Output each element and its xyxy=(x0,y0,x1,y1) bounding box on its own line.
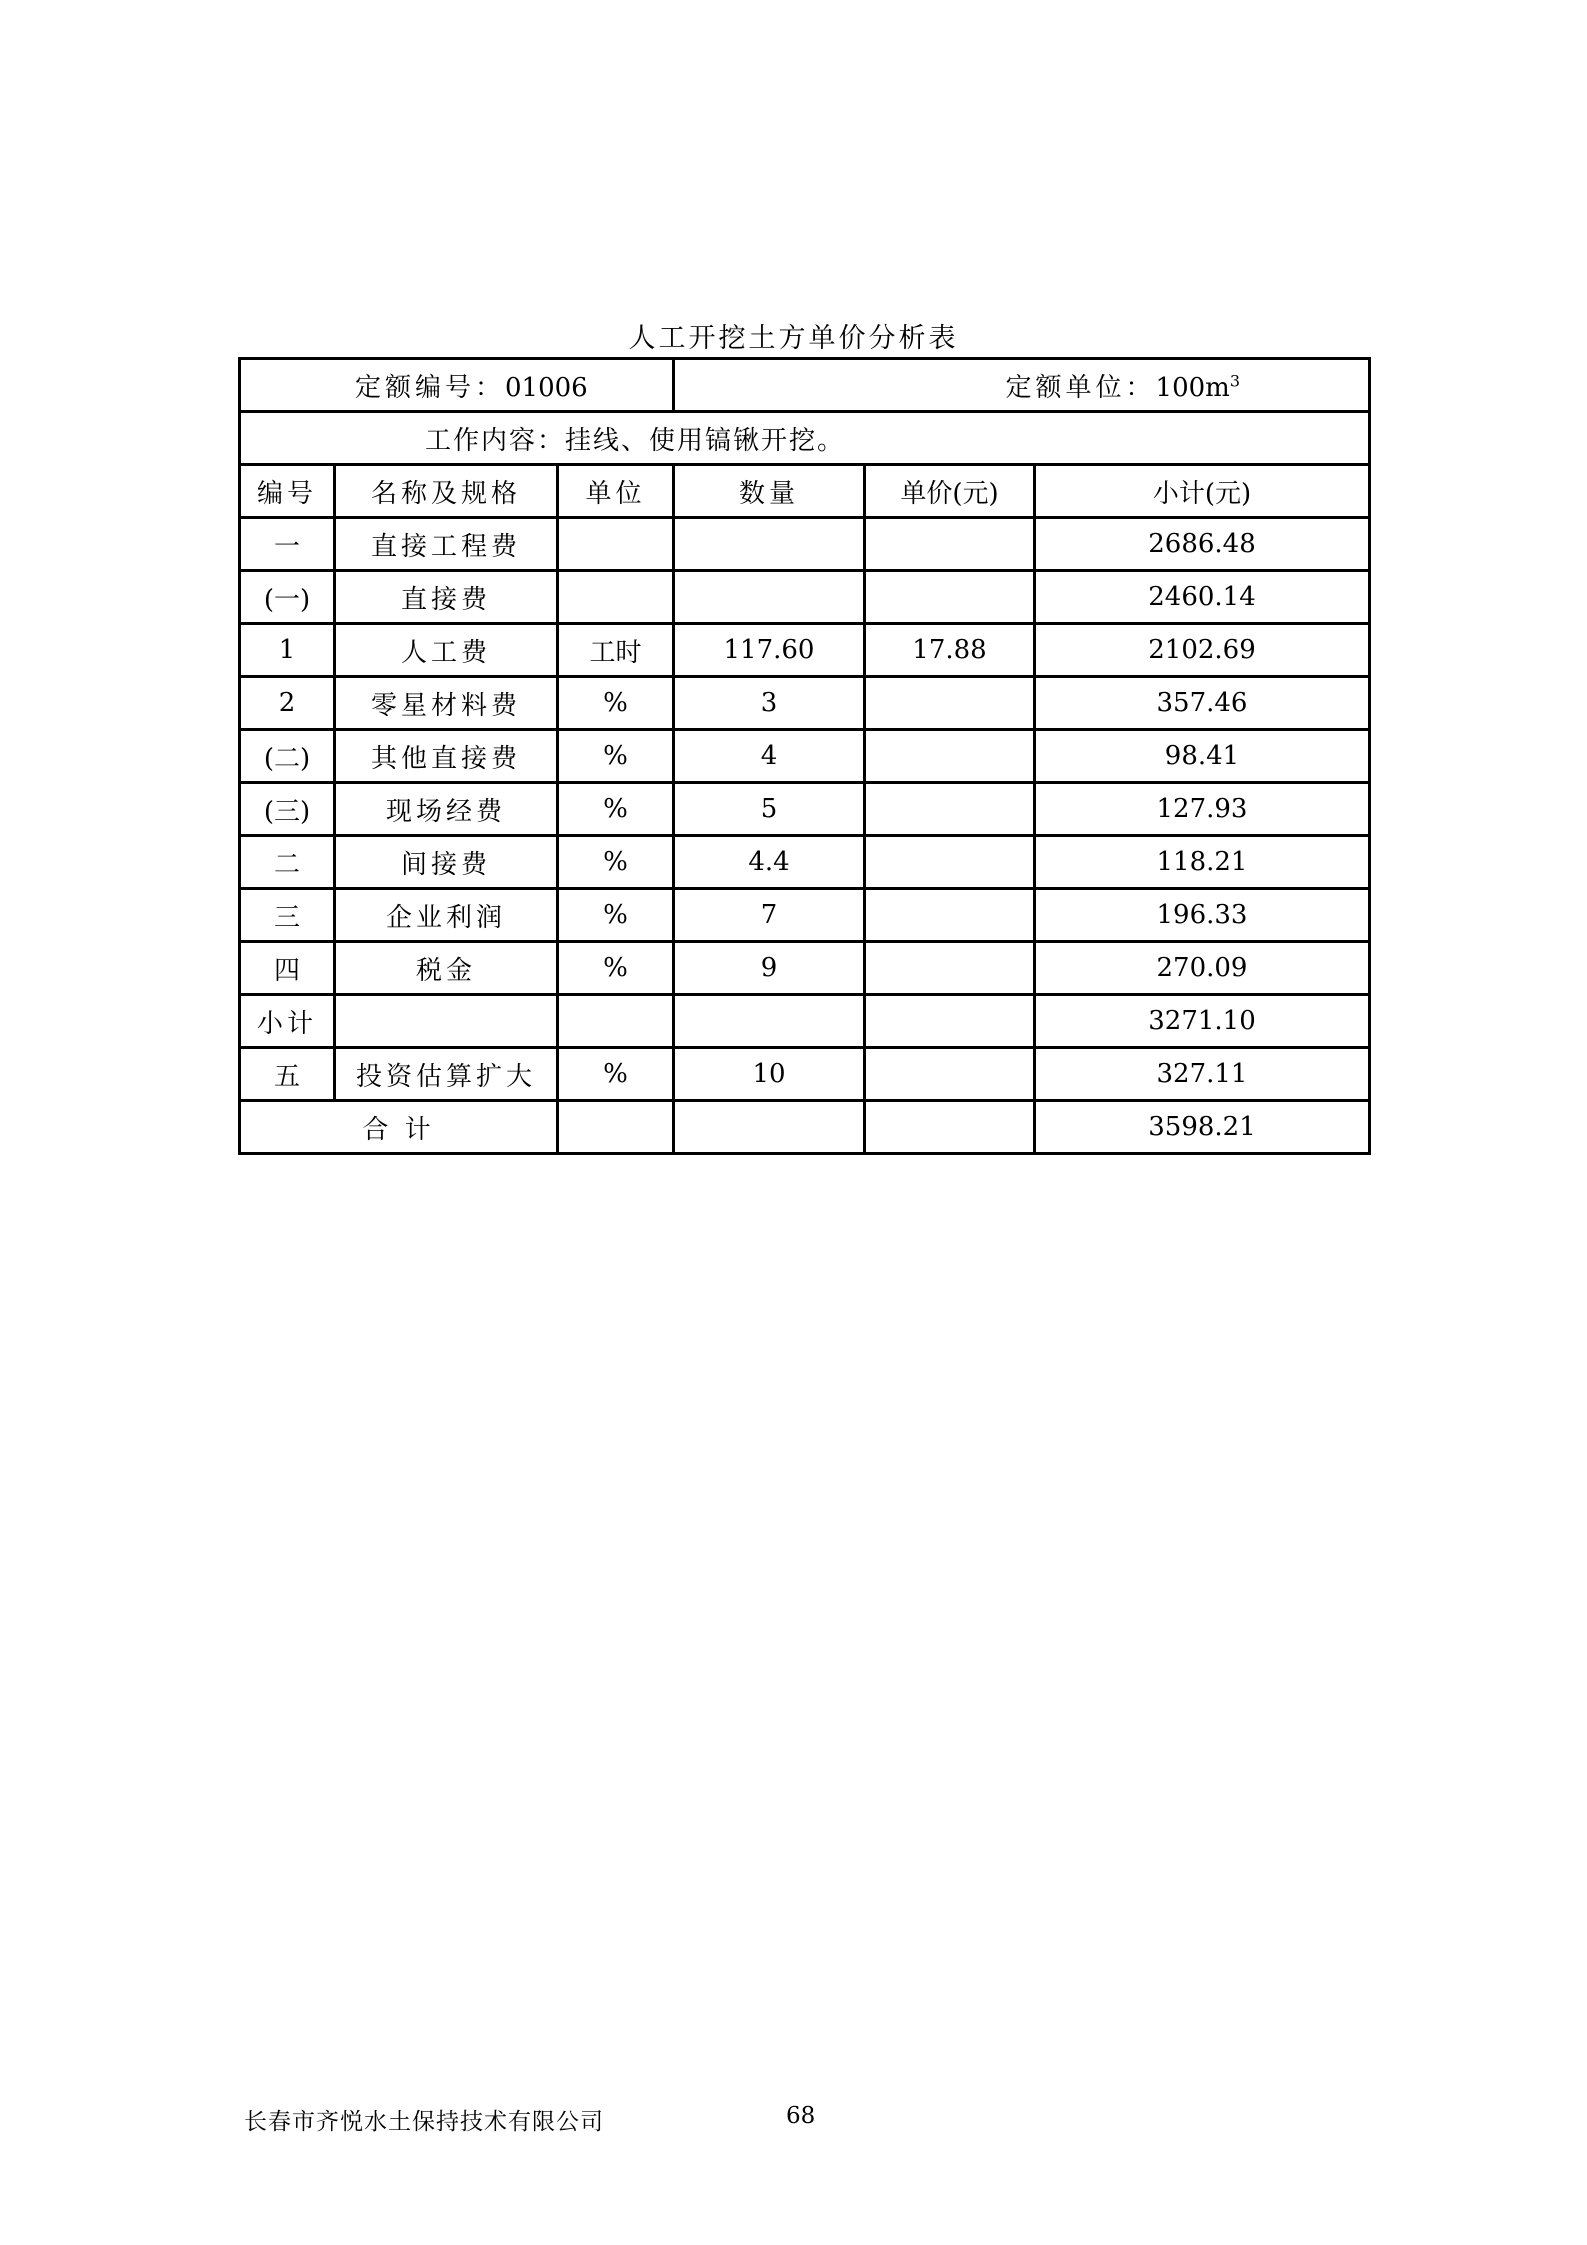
row-name: 投资估算扩大 xyxy=(335,1048,558,1101)
row-subtotal: 127.93 xyxy=(1035,783,1370,836)
table-row xyxy=(240,677,1370,730)
row-unit-price: 17.88 xyxy=(865,624,1035,677)
row-unit-price xyxy=(865,942,1035,995)
quota-unit-label: 定额单位： xyxy=(1005,372,1156,403)
row-unit xyxy=(558,571,674,624)
row-unit-price xyxy=(865,518,1035,571)
row-unit-price xyxy=(865,836,1035,889)
row-unit: % xyxy=(558,836,674,889)
work-content: 工作内容：挂线、使用镐锹开挖。 xyxy=(240,412,1370,465)
row-name: 零星材料费 xyxy=(335,677,558,730)
row-unit-price xyxy=(865,571,1035,624)
row-unit-price xyxy=(865,1048,1035,1101)
total-subtotal: 3598.21 xyxy=(1035,1101,1370,1154)
row-quantity xyxy=(674,995,865,1048)
row-name: 企业利润 xyxy=(335,889,558,942)
quota-unit-value: 100m xyxy=(1155,372,1230,403)
column-header: 单位 xyxy=(558,465,674,518)
row-unit: % xyxy=(558,889,674,942)
row-unit-price xyxy=(865,889,1035,942)
row-name xyxy=(335,995,558,1048)
row-quantity: 4.4 xyxy=(674,836,865,889)
quota-unit-cell xyxy=(674,359,1370,412)
header-row xyxy=(240,359,1370,412)
table-row xyxy=(240,889,1370,942)
table-row xyxy=(240,942,1370,995)
row-name: 直接工程费 xyxy=(335,518,558,571)
row-name: 现场经费 xyxy=(335,783,558,836)
row-quantity: 4 xyxy=(674,730,865,783)
table-row xyxy=(240,783,1370,836)
row-unit xyxy=(558,518,674,571)
row-name: 间接费 xyxy=(335,836,558,889)
footer-company: 长春市齐悦水土保持技术有限公司 xyxy=(244,2109,604,2135)
table-row xyxy=(240,571,1370,624)
table-row xyxy=(240,730,1370,783)
row-number: (二) xyxy=(240,730,335,783)
table-row xyxy=(240,836,1370,889)
total-row xyxy=(240,1101,1370,1154)
row-unit: % xyxy=(558,1048,674,1101)
row-number: 小计 xyxy=(240,995,335,1048)
row-number: 三 xyxy=(240,889,335,942)
table-title: 人工开挖土方单价分析表 xyxy=(628,323,959,354)
column-header: 名称及规格 xyxy=(335,465,558,518)
row-quantity: 3 xyxy=(674,677,865,730)
column-header-row xyxy=(240,465,1370,518)
quota-number-value: 01006 xyxy=(505,372,588,403)
total-quantity xyxy=(674,1101,865,1154)
row-quantity: 9 xyxy=(674,942,865,995)
row-unit-price xyxy=(865,677,1035,730)
row-name: 税金 xyxy=(335,942,558,995)
row-unit: % xyxy=(558,677,674,730)
quota-number-label: 定额编号： xyxy=(355,372,506,403)
row-number: 1 xyxy=(240,624,335,677)
work-content-row xyxy=(240,412,1370,465)
quota-number-cell xyxy=(240,359,674,412)
row-subtotal: 2686.48 xyxy=(1035,518,1370,571)
row-number: 2 xyxy=(240,677,335,730)
row-subtotal: 2102.69 xyxy=(1035,624,1370,677)
row-subtotal: 357.46 xyxy=(1035,677,1370,730)
row-quantity: 7 xyxy=(674,889,865,942)
row-unit-price xyxy=(865,730,1035,783)
column-header: 数量 xyxy=(674,465,865,518)
row-unit: 工时 xyxy=(558,624,674,677)
unit-price-analysis-table xyxy=(238,357,1371,1155)
row-name: 人工费 xyxy=(335,624,558,677)
row-number: 四 xyxy=(240,942,335,995)
row-number: (三) xyxy=(240,783,335,836)
total-unit xyxy=(558,1101,674,1154)
total-unit-price xyxy=(865,1101,1035,1154)
row-quantity: 10 xyxy=(674,1048,865,1101)
total-label: 合 计 xyxy=(240,1101,558,1154)
row-unit: % xyxy=(558,783,674,836)
quota-unit-superscript: 3 xyxy=(1229,370,1240,390)
column-header: 编号 xyxy=(240,465,335,518)
page-number: 68 xyxy=(786,2103,816,2129)
row-subtotal: 98.41 xyxy=(1035,730,1370,783)
table-row xyxy=(240,624,1370,677)
table-row xyxy=(240,1048,1370,1101)
column-header: 小计(元) xyxy=(1035,465,1370,518)
row-quantity xyxy=(674,571,865,624)
row-quantity xyxy=(674,518,865,571)
row-number: 二 xyxy=(240,836,335,889)
row-unit-price xyxy=(865,783,1035,836)
row-number: 五 xyxy=(240,1048,335,1101)
row-number: (一) xyxy=(240,571,335,624)
row-unit xyxy=(558,995,674,1048)
row-name: 其他直接费 xyxy=(335,730,558,783)
table-row xyxy=(240,995,1370,1048)
row-unit: % xyxy=(558,730,674,783)
row-name: 直接费 xyxy=(335,571,558,624)
row-subtotal: 2460.14 xyxy=(1035,571,1370,624)
row-subtotal: 196.33 xyxy=(1035,889,1370,942)
row-subtotal: 118.21 xyxy=(1035,836,1370,889)
column-header: 单价(元) xyxy=(865,465,1035,518)
row-quantity: 5 xyxy=(674,783,865,836)
row-unit: % xyxy=(558,942,674,995)
row-unit-price xyxy=(865,995,1035,1048)
row-subtotal: 270.09 xyxy=(1035,942,1370,995)
row-subtotal: 3271.10 xyxy=(1035,995,1370,1048)
row-subtotal: 327.11 xyxy=(1035,1048,1370,1101)
row-quantity: 117.60 xyxy=(674,624,865,677)
row-number: 一 xyxy=(240,518,335,571)
table-row xyxy=(240,518,1370,571)
